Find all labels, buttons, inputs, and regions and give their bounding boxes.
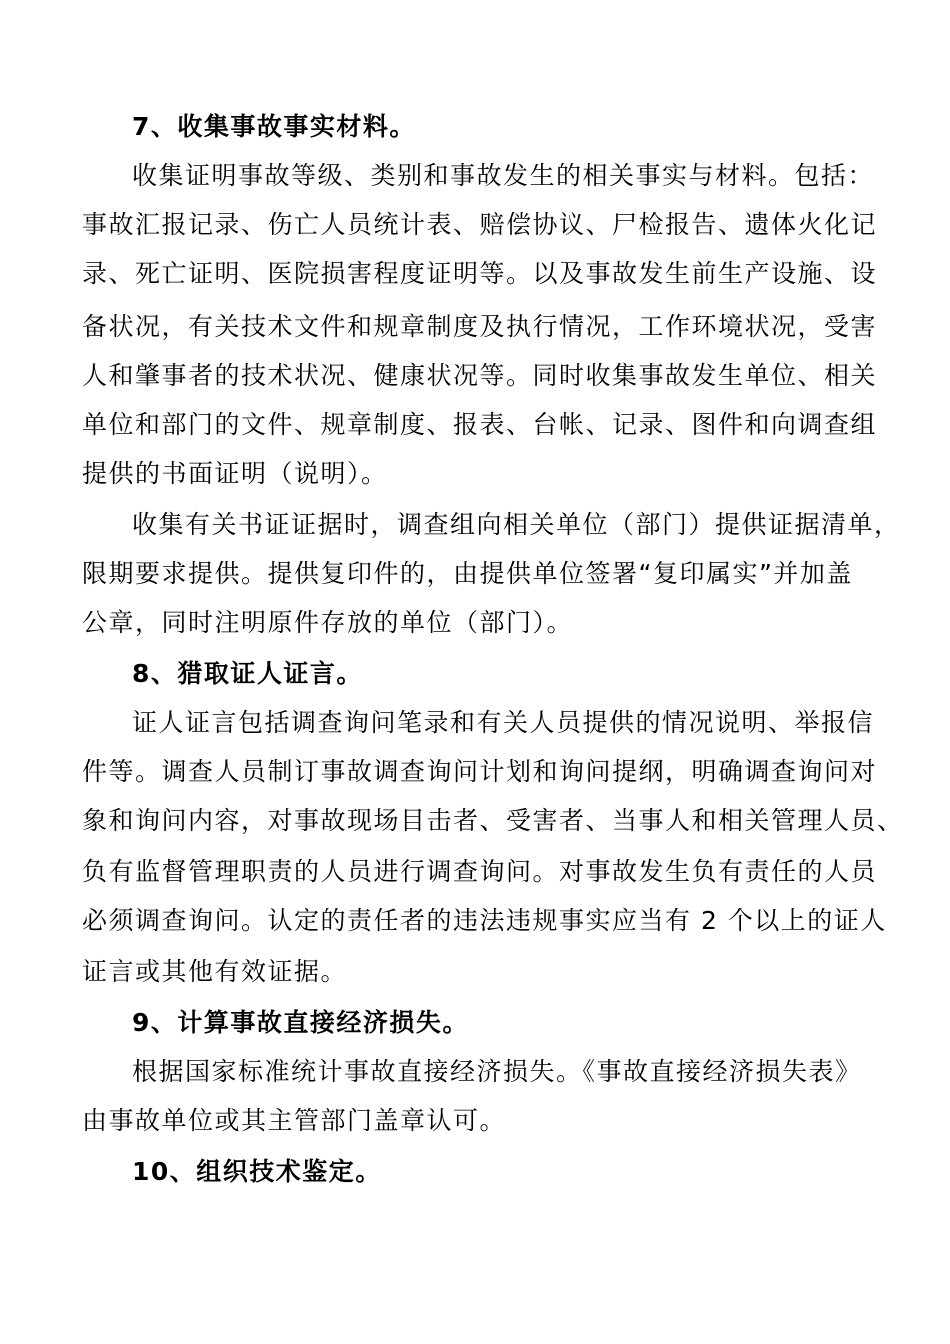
paragraph-line: 证言或其他有效证据。 [82, 957, 348, 986]
paragraph-line: 象和询问内容，对事故现场目击者、受害者、当事人和相关管理人员、 [82, 806, 904, 835]
paragraph-line: 事故汇报记录、伤亡人员统计表、赔偿协议、尸检报告、遗体火化记 [82, 210, 878, 239]
paragraph-line: 人和肇事者的技术状况、健康状况等。同时收集事故发生单位、相关 [82, 361, 878, 390]
paragraph-line: 提供的书面证明（说明）。 [82, 459, 388, 488]
paragraph-line: 证人证言包括调查询问笔录和有关人员提供的情况说明、举报信 [132, 708, 875, 737]
section-heading: 7、收集事故事实材料。 [132, 112, 416, 141]
paragraph-line: 必须调查询问。认定的责任者的违法违规事实应当有 2 个以上的证人 [82, 906, 887, 935]
paragraph-line: 单位和部门的文件、规章制度、报表、台帐、记录、图件和向调查组 [82, 410, 878, 439]
paragraph-line: 收集有关书证证据时，调查组向相关单位（部门）提供证据清单， [132, 510, 901, 539]
paragraph-line: 录、死亡证明、医院损害程度证明等。以及事故发生前生产设施、设 [82, 259, 878, 288]
paragraph-line: 收集证明事故等级、类别和事故发生的相关事实与材料。包括： [132, 161, 875, 190]
section-heading: 10、组织技术鉴定。 [132, 1157, 382, 1186]
paragraph-line: 由事故单位或其主管部门盖章认可。 [82, 1106, 507, 1135]
section-heading: 9、计算事故直接经济损失。 [132, 1008, 469, 1037]
section-heading: 8、猎取证人证言。 [132, 659, 363, 688]
paragraph-line: 件等。调查人员制订事故调查询问计划和询问提纲，明确调查询问对 [82, 757, 878, 786]
paragraph-line: 负有监督管理职责的人员进行调查询问。对事故发生负有责任的人员 [82, 857, 878, 886]
paragraph-line: 限期要求提供。提供复印件的，由提供单位签署“复印属实”并加盖 [82, 559, 853, 588]
paragraph-line: 公章，同时注明原件存放的单位（部门）。 [82, 608, 574, 637]
paragraph-line: 备状况，有关技术文件和规章制度及执行情况，工作环境状况，受害 [82, 312, 878, 341]
paragraph-line: 根据国家标准统计事故直接经济损失。《事故直接经济损失表》 [132, 1057, 862, 1086]
